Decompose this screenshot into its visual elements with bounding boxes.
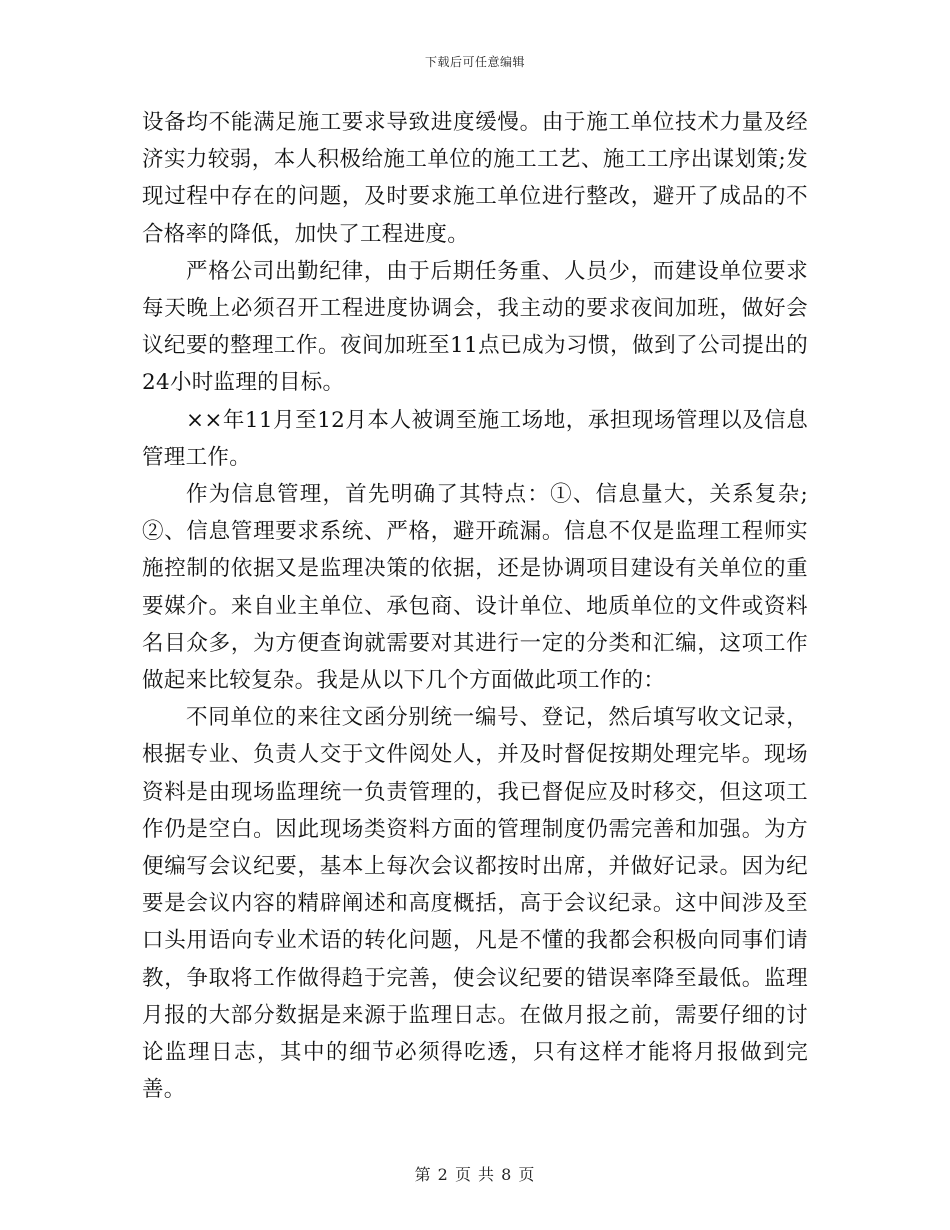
header-note: 下载后可任意编辑 bbox=[424, 55, 525, 69]
paragraph-continuation: 设备均不能满足施工要求导致进度缓慢。由于施工单位技术力量及经济实力较弱，本人积极给施工单位的施工工艺、施工工序出谋划策;发现过程中存在的问题，及时要求施工单位进行整改，避开了成品的不合格率的降低，加快了工程进度。 bbox=[142, 110, 808, 247]
page-number: 第 2 页 共 8 页 bbox=[414, 1165, 536, 1184]
paragraph-attendance: 严格公司出勤纪律，由于后期任务重、人员少，而建设单位要求每天晚上必须召开工程进度协调会，我主动的要求夜间加班，做好会议纪要的整理工作。夜间加班至11点已成为习惯，做到了公司提出的24小时监理的目标。 bbox=[142, 258, 808, 396]
paragraph-transfer: ××年11月至12月本人被调至施工场地，承担现场管理以及信息管理工作。 bbox=[142, 407, 808, 470]
paragraph-document-handling: 不同单位的来往文函分别统一编号、登记，然后填写收文记录，根据专业、负责人交于文件阅处人，并及时督促按期处理完毕。现场资料是由现场监理统一负责管理的，我已督促应及时移交，但这项工作仍是空白。因此现场类资料方面的管理制度仍需完善和加强。为方便编写会议纪要，基本上每次会议都按时出席，并做好记录。因为纪要是会议内容的精辟阐述和高度概括，高于会议纪录。这中间涉及至口头用语向专业术语的转化问题，凡是不懂的我都会积极向同事们请教，争取将工作做得趋于完善，使会议纪要的错误率降至最低。监理月报的大部分数据是来源于监理日志。在做月报之前，需要仔细的讨论监理日志，其中的细节必须得吃透，只有这样才能将月报做到完善。 bbox=[142, 705, 808, 1103]
paragraph-info-management: 作为信息管理，首先明确了其特点：①、信息量大，关系复杂;②、信息管理要求系统、严格，避开疏漏。信息不仅是监理工程师实施控制的依据又是监理决策的依据，还是协调项目建设有关单位的重要媒介。来自业主单位、承包商、设计单位、地质单位的文件或资料名目众多，为方便查询就需要对其进行一定的分类和汇编，这项工作做起来比较复杂。我是从以下几个方面做此项工作的： bbox=[142, 482, 808, 694]
body-text bbox=[142, 104, 808, 1108]
